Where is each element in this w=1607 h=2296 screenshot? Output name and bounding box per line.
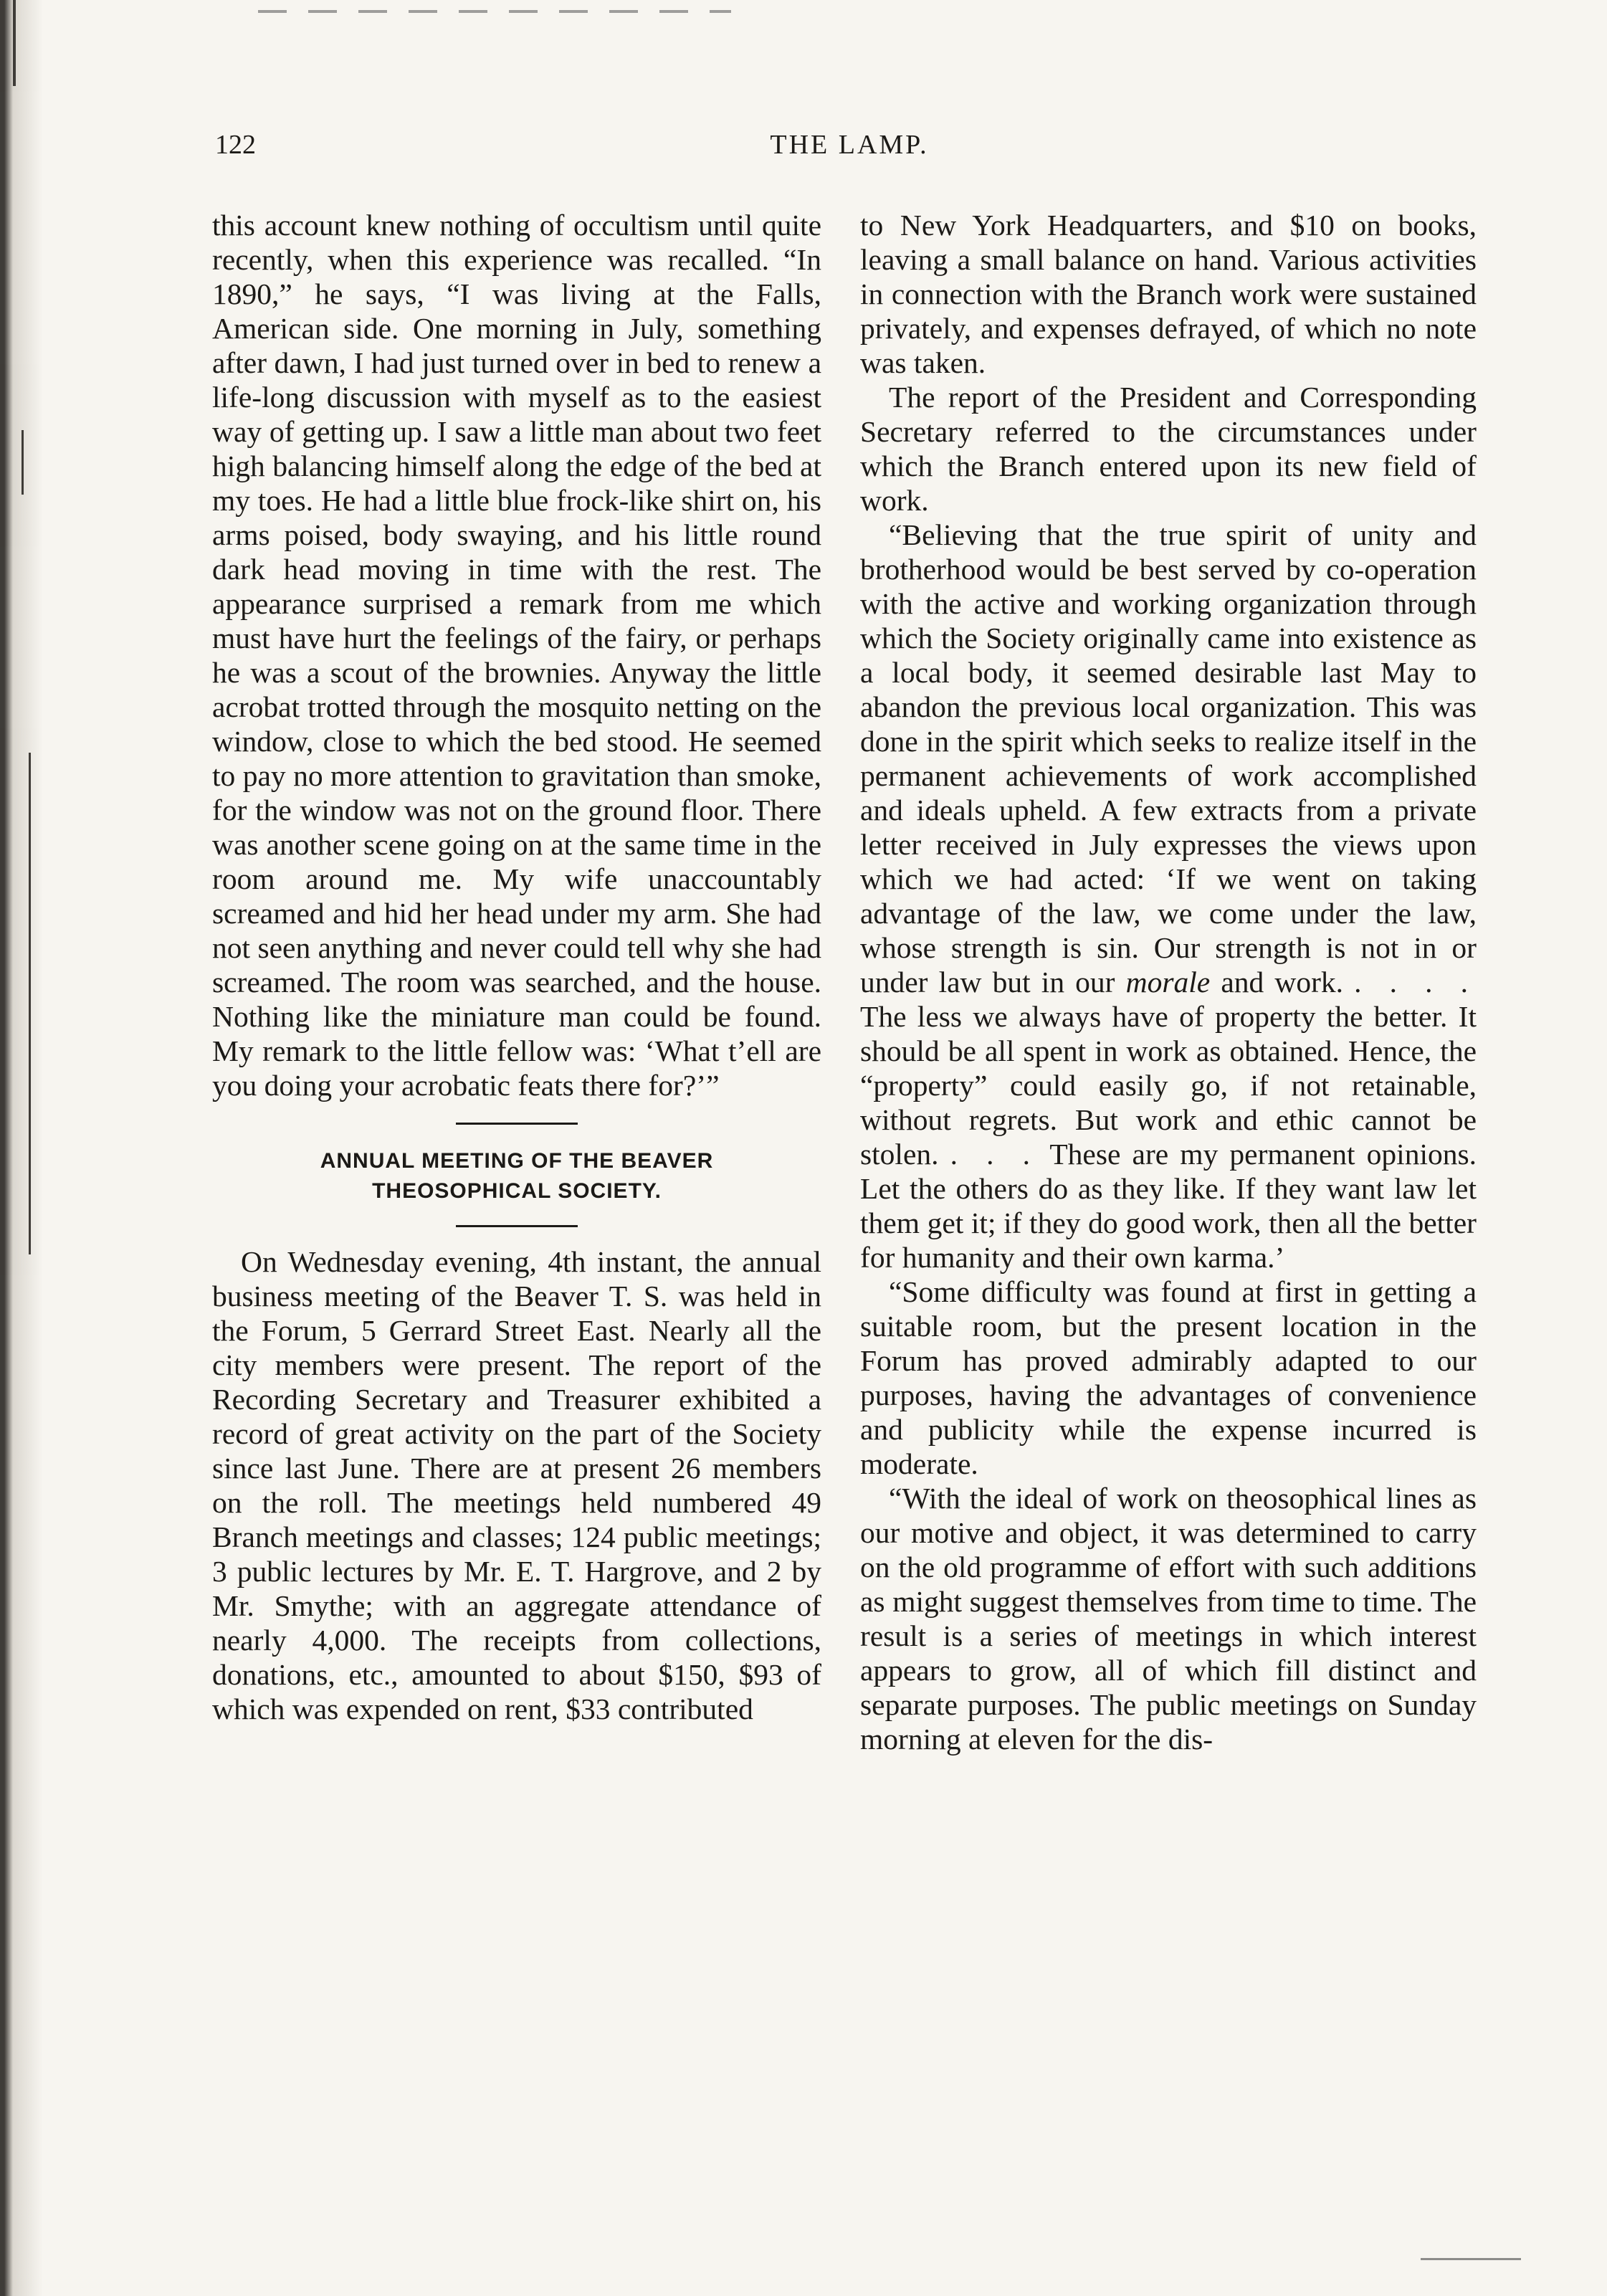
page-binding-edge [0, 0, 65, 2296]
binding-mark [13, 0, 16, 86]
paragraph: this account knew nothing of occultism until quite recently, when this experience was recalled. “In 1890,” he says, “I was living at the Falls, American side. One morning in July, something after dawn, I had just turned over in bed to renew a life-long discussion with myself as to the easiest way of getting up. I saw a little man about two feet high balancing himself along the edge of the bed at my toes. He had a little blue frock-like shirt on, his arms poised, body swaying, and his little round dark head moving in time with the rest. The appearance surprised a remark from me which must have hurt the feelings of the fairy, or perhaps he was a scout of the brownies. Anyway the little acrobat trotted through the mosquito netting on the window, close to which the bed stood. He seemed to pay no more attention to gravitation than smoke, for the window was not on the ground floor. There was another scene going on at the same time in the room around me. My wife unaccountably screamed and hid her head under my arm. She had not seen anything and never could tell why she had screamed. The room was searched, and the house. Nothing like the miniature man could be found. My remark to the little fellow was: ‘What t’ell are you doing your acrobatic feats there for?’” [212, 209, 821, 1102]
heading-underline [456, 1225, 578, 1227]
heading-line: ANNUAL MEETING OF THE BEAVER [320, 1149, 714, 1173]
left-column [212, 208, 821, 1726]
section-divider [456, 1123, 578, 1125]
text-run: “Believing that the true spirit of unity and brotherhood would be best served by co-operation with the active and working organization through which the Society originally came into existence as a local body, it seemed desirable last May to abandon the previous local organization. This was done in the spirit which seeks to realize itself in the permanent achievements of work accomplished and ideals upheld. A few extracts from a private letter received in July expresses the views upon which we had acted: ‘If we went on taking advantage of the law, we come under the law, whose strength is sin. Our strength is not in or under law but in our [860, 518, 1477, 999]
ellipsis: . . . [950, 1138, 1039, 1171]
top-scan-artifact [258, 10, 731, 13]
running-title: THE LAMP. [770, 130, 929, 160]
paragraph: “With the ideal of work on theosophical lines as our motive and object, it was determined to carry on the old programme of effort with such additions as might suggest themselves from time to time. The result is a series of meetings in which interest appears to grow, all of which fill distinct and separate purposes. The public meetings on Sunday morning at eleven for the dis- [860, 1482, 1477, 1756]
paragraph: On Wednesday evening, 4th instant, the annual business meeting of the Beaver T. S. was held in the Forum, 5 Gerrard Street East. Nearly all the city members were present. The report of the Recording Secretary and Treasurer exhibited a record of great activity on the part of the Society since last June. There are at present 26 members on the roll. The meetings held numbered 49 Branch meetings and classes; 124 public meetings; 3 public lectures by Mr. E. T. Hargrove, and 2 by Mr. Smythe; with an aggregate attendance of nearly 4,000. The receipts from collections, donations, etc., amounted to about $150, $93 of which was expended on rent, $33 contributed [212, 1245, 821, 1725]
page-number: 122 [215, 130, 256, 160]
paragraph: The report of the President and Corresponding Secretary referred to the circumstances under which the Branch entered upon its new field of work. [860, 381, 1477, 517]
heading-line: THEOSOPHICAL SOCIETY. [372, 1179, 662, 1203]
page-header [215, 129, 1484, 172]
right-column [860, 208, 1477, 1756]
binding-mark [29, 753, 31, 1254]
paragraph-quoted-letter [860, 518, 1477, 1275]
text-run: and work. [1221, 966, 1344, 999]
article-heading [212, 1146, 821, 1206]
footer-scan-artifact [1421, 2258, 1521, 2260]
text-run: The less we always have of property the better. It should be all spent in work as obtained. Hence, the “property” could easily go, if not retainable, without regrets. But work and ethic cannot be stolen. [860, 1000, 1477, 1171]
paragraph: to New York Headquarters, and $10 on books, leaving a small balance on hand. Various activities in connection with the Branch work were sustained privately, and expenses defrayed, of which no note was taken. [860, 209, 1477, 379]
ellipsis: . . . . [1354, 966, 1477, 999]
text-run: These are my permanent opinions. Let the others do as they like. If they want law let them get it; if they do good work, then all the better for humanity and their own karma.’ [860, 1138, 1477, 1274]
paragraph: “Some difficulty was found at first in getting a suitable room, but the present location in the Forum has proved admirably adapted to our purposes, having the advantages of convenience and publicity while the expense incurred is moderate. [860, 1275, 1477, 1480]
italic-word: morale [1125, 966, 1211, 999]
binding-mark [22, 430, 24, 495]
